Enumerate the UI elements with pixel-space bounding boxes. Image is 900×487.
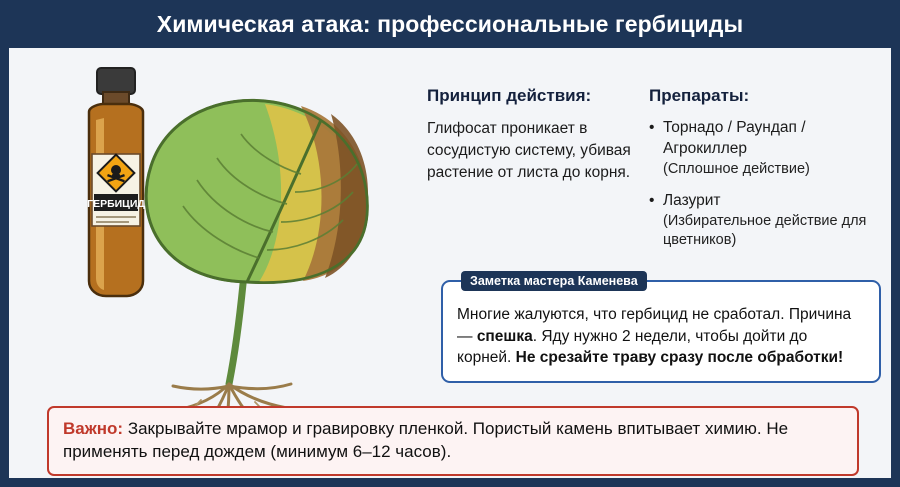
- important-callout: [47, 406, 859, 476]
- products-heading: Препараты:: [649, 86, 750, 105]
- note-emphasis-1: спешка: [476, 327, 533, 345]
- important-text: [63, 418, 843, 464]
- herbicide-bottle: [71, 66, 161, 301]
- list-item: [649, 191, 884, 251]
- product-name: Торнадо / Раундап / Агрокиллер: [663, 119, 806, 157]
- products-column: [649, 86, 884, 263]
- note-part-1: Многие жалуются, что гербицид не сработал. Причина —: [457, 306, 852, 345]
- bullet-icon: •: [649, 191, 655, 209]
- product-note: (Избирательное действие для цветников): [663, 212, 867, 249]
- herbicide-illustration: [15, 54, 415, 454]
- content-area: [9, 48, 891, 478]
- products-list: [649, 118, 884, 251]
- important-body: Закрывайте мрамор и гравировку пленкой. Пористый камень впитывает химию. Не применять перед дождем (минимум 6–12 часов).: [63, 419, 789, 461]
- list-item: [649, 118, 884, 179]
- master-note-box: [441, 274, 881, 383]
- product-name: Лазурит: [663, 191, 721, 209]
- svg-text:ГЕРБИЦИД: ГЕРБИЦИД: [87, 198, 145, 210]
- page-title: Химическая атака: профессиональные гербициды: [156, 10, 744, 37]
- status-badge: Заметка мастера Каменева: [461, 271, 647, 291]
- principle-text: Глифосат проникает в сосудистую систему, убивая растение от листа до корня.: [427, 120, 631, 181]
- bullet-icon: •: [649, 119, 655, 136]
- principle-heading: Принцип действия:: [427, 86, 592, 105]
- header-bar: [0, 0, 900, 48]
- note-part-2: . Яду нужно 2 недели, чтобы дойти до корней.: [457, 327, 808, 367]
- product-note: (Сплошное действие): [663, 160, 810, 177]
- master-note-text: [457, 304, 865, 369]
- important-label: Важно:: [63, 419, 124, 438]
- principle-column: [427, 86, 632, 184]
- note-emphasis-2: Не срезайте траву сразу после обработки!: [515, 349, 844, 367]
